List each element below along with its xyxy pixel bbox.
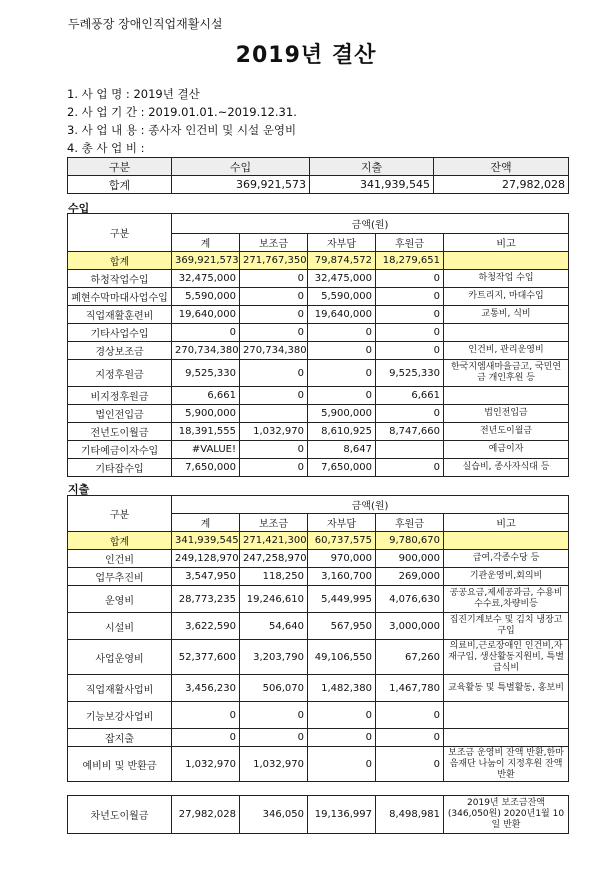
- carryover-table: [67, 795, 569, 834]
- expense-row: [68, 586, 569, 613]
- income-label-cell: 경상보조금: [68, 342, 172, 360]
- income-amount-cell: 5,590,000: [172, 288, 240, 306]
- expense-note-cell: 의료비,근로장애인 인건비,자재구입, 생산활동지원비, 특별급식비: [444, 640, 569, 675]
- income-row: [68, 306, 569, 324]
- summary-cell: 369,921,573: [172, 176, 310, 194]
- income-label-cell: 법인전입금: [68, 405, 172, 423]
- income-amount-cell: 5,900,000: [172, 405, 240, 423]
- income-amount-cell: [376, 441, 444, 459]
- income-amount-cell: 270,734,380: [240, 342, 308, 360]
- income-row: [68, 405, 569, 423]
- expense-amount-cell: 0: [308, 702, 376, 729]
- expense-subheader: 계: [172, 514, 240, 532]
- income-subheader: 보조금: [240, 234, 308, 252]
- organization-name: 두례풍장 장애인직업재활시설: [68, 17, 223, 31]
- expense-label-cell: 사업운영비: [68, 640, 172, 675]
- expense-amount-cell: 1,482,380: [308, 675, 376, 702]
- income-row: [68, 270, 569, 288]
- income-amount-cell: 18,391,555: [172, 423, 240, 441]
- expense-amount-cell: 5,449,995: [308, 586, 376, 613]
- expense-amount-cell: 1,032,970: [172, 747, 240, 782]
- expense-amount-cell: 0: [308, 747, 376, 782]
- income-amount-cell: #VALUE!: [172, 441, 240, 459]
- income-amount-cell: 0: [376, 459, 444, 477]
- income-row: [68, 423, 569, 441]
- expense-note-cell: [444, 532, 569, 550]
- expense-amount-cell: 249,128,970: [172, 550, 240, 568]
- expense-amount-cell: 900,000: [376, 550, 444, 568]
- income-amount-cell: 271,767,350: [240, 252, 308, 270]
- expense-label-cell: 인건비: [68, 550, 172, 568]
- expense-table: [67, 495, 569, 782]
- income-label-cell: 직업재활훈련비: [68, 306, 172, 324]
- income-amount-cell: 0: [376, 288, 444, 306]
- income-subheader: 계: [172, 234, 240, 252]
- expense-amount-cell: 567,950: [308, 613, 376, 640]
- income-note-cell: 한국지엠새마을금고, 국민연금 개인후원 등: [444, 360, 569, 387]
- income-amount-cell: 0: [308, 342, 376, 360]
- income-note-cell: 교통비, 식비: [444, 306, 569, 324]
- income-row: [68, 387, 569, 405]
- carryover-label-cell: 차년도이월금: [68, 796, 172, 834]
- summary-header: 구분: [68, 158, 172, 176]
- carryover-amount-cell: 346,050: [240, 796, 308, 834]
- expense-row: [68, 640, 569, 675]
- income-row: [68, 252, 569, 270]
- income-amount-cell: 8,610,925: [308, 423, 376, 441]
- expense-subheader: 자부담: [308, 514, 376, 532]
- expense-label-cell: 시설비: [68, 613, 172, 640]
- income-row: [68, 342, 569, 360]
- income-amount-cell: 6,661: [376, 387, 444, 405]
- income-amount-cell: 0: [240, 441, 308, 459]
- income-amount-cell: [240, 405, 308, 423]
- income-amount-cell: 32,475,000: [172, 270, 240, 288]
- income-amount-cell: 0: [376, 306, 444, 324]
- income-amount-cell: 369,921,573: [172, 252, 240, 270]
- info-total-cost: 4. 총 사 업 비 :: [67, 141, 145, 155]
- summary-cell: 27,982,028: [434, 176, 569, 194]
- income-note-cell: 예금이자: [444, 441, 569, 459]
- income-amount-cell: 5,900,000: [308, 405, 376, 423]
- income-label-cell: 하청작업수입: [68, 270, 172, 288]
- income-label-cell: 폐현수막마대사업수입: [68, 288, 172, 306]
- expense-label-cell: 운영비: [68, 586, 172, 613]
- income-row: [68, 360, 569, 387]
- expense-amount-cell: 0: [172, 702, 240, 729]
- income-label-cell: 지정후원금: [68, 360, 172, 387]
- expense-amount-cell: 0: [240, 702, 308, 729]
- expense-label-cell: 기능보강사업비: [68, 702, 172, 729]
- expense-subheader: 후원금: [376, 514, 444, 532]
- info-project-period: 2. 사 업 기 간 : 2019.01.01.~2019.12.31.: [67, 105, 297, 119]
- income-subheader: 자부담: [308, 234, 376, 252]
- expense-amount-cell: 49,106,550: [308, 640, 376, 675]
- expense-amount-cell: 3,547,950: [172, 568, 240, 586]
- expense-group-header: 구분: [68, 496, 172, 532]
- income-amount-cell: 79,874,572: [308, 252, 376, 270]
- income-amount-cell: 19,640,000: [308, 306, 376, 324]
- income-note-cell: [444, 252, 569, 270]
- income-amount-cell: 9,525,330: [172, 360, 240, 387]
- income-row: [68, 459, 569, 477]
- income-amount-cell: 0: [240, 360, 308, 387]
- income-row: [68, 288, 569, 306]
- income-amount-cell: 270,734,380: [172, 342, 240, 360]
- income-amount-cell: 9,525,330: [376, 360, 444, 387]
- income-amount-cell: 0: [376, 270, 444, 288]
- income-note-cell: [444, 324, 569, 342]
- income-note-cell: 인건비, 관리운영비: [444, 342, 569, 360]
- summary-header: 지출: [310, 158, 434, 176]
- income-section-label: 수입: [68, 202, 90, 215]
- summary-header: 잔액: [434, 158, 569, 176]
- expense-note-cell: 급여,각종수당 등: [444, 550, 569, 568]
- income-amount-cell: 0: [308, 324, 376, 342]
- income-amount-cell: 0: [376, 324, 444, 342]
- income-amount-cell: 32,475,000: [308, 270, 376, 288]
- expense-amount-cell: 67,260: [376, 640, 444, 675]
- expense-amount-cell: 60,737,575: [308, 532, 376, 550]
- income-subheader: 후원금: [376, 234, 444, 252]
- expense-row: [68, 568, 569, 586]
- income-amount-cell: 8,647: [308, 441, 376, 459]
- expense-row: [68, 532, 569, 550]
- expense-note-cell: 기관운영비,회의비: [444, 568, 569, 586]
- expense-amount-cell: 19,246,610: [240, 586, 308, 613]
- expense-note-cell: [444, 729, 569, 747]
- carryover-amount-cell: 27,982,028: [172, 796, 240, 834]
- expense-amount-cell: 3,160,700: [308, 568, 376, 586]
- expense-subheader: 비고: [444, 514, 569, 532]
- carryover-row: [68, 796, 569, 834]
- summary-cell: 합계: [68, 176, 172, 194]
- income-note-cell: 전년도이월금: [444, 423, 569, 441]
- income-amount-cell: 8,747,660: [376, 423, 444, 441]
- expense-amount-cell: 118,250: [240, 568, 308, 586]
- income-amount-cell: 1,032,970: [240, 423, 308, 441]
- expense-label-cell: 업무추진비: [68, 568, 172, 586]
- income-note-cell: 하청작업 수입: [444, 270, 569, 288]
- expense-amount-cell: 970,000: [308, 550, 376, 568]
- info-project-content: 3. 사 업 내 용 : 종사자 인건비 및 시설 운영비: [67, 123, 297, 137]
- income-amount-cell: 0: [240, 387, 308, 405]
- income-amount-cell: 19,640,000: [172, 306, 240, 324]
- expense-amount-cell: 0: [240, 729, 308, 747]
- expense-subheader: 보조금: [240, 514, 308, 532]
- expense-row: [68, 613, 569, 640]
- income-note-cell: 실습비, 종사자식대 등: [444, 459, 569, 477]
- income-row: [68, 324, 569, 342]
- income-label-cell: 기타사업수입: [68, 324, 172, 342]
- expense-section-label: 지출: [68, 483, 90, 496]
- income-amount-header: 금액(원): [172, 214, 569, 234]
- expense-amount-cell: 9,780,670: [376, 532, 444, 550]
- expense-amount-cell: 52,377,600: [172, 640, 240, 675]
- page-title: 2019년 결산: [235, 43, 377, 68]
- expense-amount-cell: 0: [172, 729, 240, 747]
- summary-table: [67, 157, 569, 194]
- expense-note-cell: 교육활동 및 특별활동, 홍보비: [444, 675, 569, 702]
- income-amount-cell: 0: [172, 324, 240, 342]
- expense-row: [68, 747, 569, 782]
- income-amount-cell: 0: [376, 405, 444, 423]
- info-project-name: 1. 사 업 명 : 2019년 결산: [67, 87, 200, 101]
- income-amount-cell: 7,650,000: [172, 459, 240, 477]
- income-amount-cell: 0: [240, 306, 308, 324]
- carryover-note-cell: 2019년 보조금잔액 (346,050원) 2020년1월 10일 반환: [444, 796, 569, 834]
- expense-amount-cell: 271,421,300: [240, 532, 308, 550]
- expense-amount-cell: 3,622,590: [172, 613, 240, 640]
- expense-note-cell: 보조금 운영비 잔액 반환,한마음재단 나눔이 지정후원 잔액 반환: [444, 747, 569, 782]
- income-amount-cell: 7,650,000: [308, 459, 376, 477]
- expense-amount-cell: 3,456,230: [172, 675, 240, 702]
- expense-note-cell: 집진기계보수 및 김치 냉장고 구입: [444, 613, 569, 640]
- income-label-cell: 기타잡수입: [68, 459, 172, 477]
- income-amount-cell: 0: [376, 342, 444, 360]
- expense-label-cell: 예비비 및 반환금: [68, 747, 172, 782]
- expense-amount-cell: 1,032,970: [240, 747, 308, 782]
- expense-amount-cell: 269,000: [376, 568, 444, 586]
- expense-amount-cell: 0: [308, 729, 376, 747]
- income-amount-cell: 18,279,651: [376, 252, 444, 270]
- expense-amount-cell: 0: [376, 702, 444, 729]
- expense-amount-cell: 28,773,235: [172, 586, 240, 613]
- expense-amount-cell: 247,258,970: [240, 550, 308, 568]
- income-amount-cell: 0: [240, 270, 308, 288]
- income-note-cell: [444, 387, 569, 405]
- expense-row: [68, 550, 569, 568]
- expense-amount-cell: 0: [376, 747, 444, 782]
- income-row: [68, 441, 569, 459]
- income-amount-cell: 0: [240, 459, 308, 477]
- income-amount-cell: 0: [240, 324, 308, 342]
- income-label-cell: 전년도이월금: [68, 423, 172, 441]
- expense-amount-cell: 54,640: [240, 613, 308, 640]
- income-label-cell: 기타예금이자수입: [68, 441, 172, 459]
- income-amount-cell: 0: [308, 387, 376, 405]
- expense-label-cell: 합계: [68, 532, 172, 550]
- expense-row: [68, 702, 569, 729]
- income-amount-cell: 0: [240, 288, 308, 306]
- summary-cell: 341,939,545: [310, 176, 434, 194]
- expense-label-cell: 직업재활사업비: [68, 675, 172, 702]
- income-group-header: 구분: [68, 214, 172, 252]
- expense-label-cell: 잡지출: [68, 729, 172, 747]
- expense-amount-cell: 3,000,000: [376, 613, 444, 640]
- summary-header: 수입: [172, 158, 310, 176]
- expense-amount-cell: 3,203,790: [240, 640, 308, 675]
- expense-row: [68, 729, 569, 747]
- income-amount-cell: 0: [308, 360, 376, 387]
- income-amount-cell: 5,590,000: [308, 288, 376, 306]
- expense-amount-cell: 341,939,545: [172, 532, 240, 550]
- expense-note-cell: [444, 702, 569, 729]
- income-amount-cell: 6,661: [172, 387, 240, 405]
- expense-note-cell: 공공요금,제세공과금, 수용비수수료,차량비등: [444, 586, 569, 613]
- expense-amount-header: 금액(원): [172, 496, 569, 514]
- expense-amount-cell: 506,070: [240, 675, 308, 702]
- expense-amount-cell: 0: [376, 729, 444, 747]
- income-table: [67, 213, 569, 477]
- carryover-amount-cell: 19,136,997: [308, 796, 376, 834]
- income-note-cell: 법인전입금: [444, 405, 569, 423]
- expense-row: [68, 675, 569, 702]
- carryover-amount-cell: 8,498,981: [376, 796, 444, 834]
- expense-amount-cell: 4,076,630: [376, 586, 444, 613]
- income-subheader: 비고: [444, 234, 569, 252]
- income-note-cell: 카트리지, 마대수입: [444, 288, 569, 306]
- income-label-cell: 비지정후원금: [68, 387, 172, 405]
- income-label-cell: 합계: [68, 252, 172, 270]
- expense-amount-cell: 1,467,780: [376, 675, 444, 702]
